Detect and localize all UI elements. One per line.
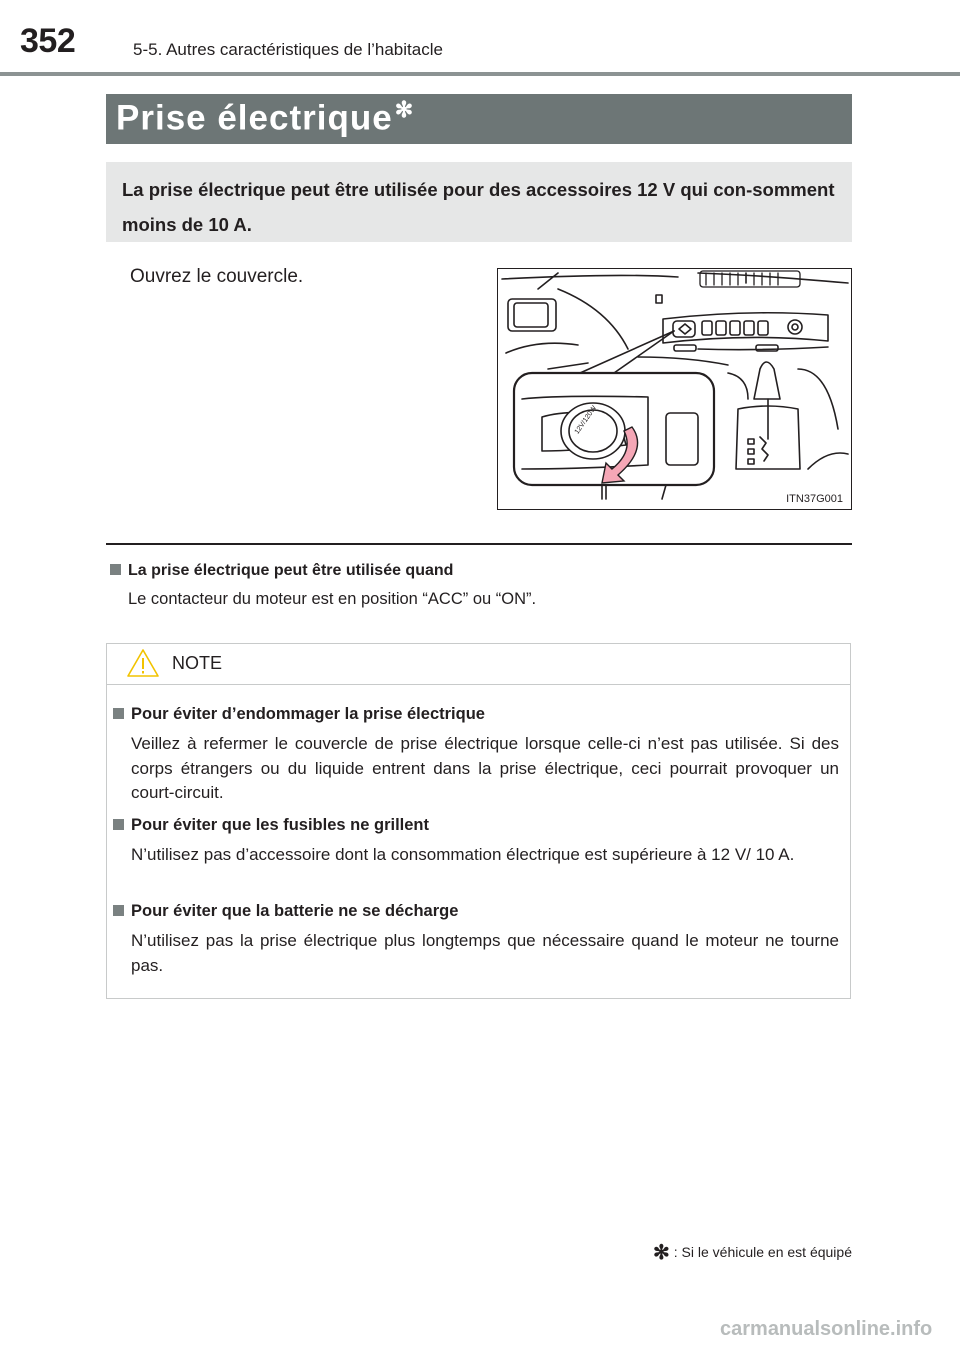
note-body-2: N’utilisez pas d’accessoire dont la consommation électrique est supérieure à 12 V/ 10 A. <box>131 845 795 864</box>
intro-text: La prise électrique peut être utilisée pour des accessoires 12 V qui con-somment moins de 10 A. <box>122 179 835 235</box>
header-divider <box>0 72 960 76</box>
note-heading-1 <box>113 705 485 724</box>
socket-cap-label: 12V/120W <box>573 404 599 436</box>
section-divider <box>106 543 852 545</box>
note-heading-1-text: Pour éviter d’endommager la prise électrique <box>131 705 485 723</box>
square-bullet-icon <box>110 564 121 575</box>
footnote-text: : Si le véhicule en est équipé <box>673 1244 852 1260</box>
square-bullet-icon <box>113 905 124 916</box>
usage-heading-text: La prise électrique peut être utilisée quand <box>128 562 454 579</box>
note-heading-2 <box>113 816 429 835</box>
page-title-text: Prise électrique <box>116 98 393 138</box>
page-title <box>116 97 414 139</box>
section-title: 5-5. Autres caractéristiques de l’habitacle <box>133 40 443 59</box>
power-outlet-illustration <box>497 268 852 510</box>
watermark: carmanualsonline.info <box>720 1318 933 1340</box>
footnote-marker: ✻ <box>653 1242 670 1264</box>
note-body-1: Veillez à refermer le couvercle de prise électrique lorsque celle-ci n’est pas utilisée. Si des corps étrangers ou du liquide entrent dans la prise électrique, ceci pourrait provoquer un court-circuit. <box>131 734 839 802</box>
square-bullet-icon <box>113 819 124 830</box>
note-title: NOTE <box>172 653 223 673</box>
step-instruction: Ouvrez le couvercle. <box>130 266 304 287</box>
usage-body: Le contacteur du moteur est en position “ACC” ou “ON”. <box>128 590 537 608</box>
dashboard-drawing <box>498 269 852 510</box>
page-number: 352 <box>20 22 76 60</box>
figure-code: ITN37G001 <box>786 493 843 505</box>
footnote <box>653 1238 852 1263</box>
note-heading-3 <box>113 902 458 921</box>
note-heading-2-text: Pour éviter que les fusibles ne grillent <box>131 816 429 834</box>
usage-heading <box>110 562 453 580</box>
note-divider <box>107 684 851 685</box>
warning-triangle-icon <box>126 648 160 678</box>
optional-marker: ✻ <box>394 97 415 122</box>
note-heading-3-text: Pour éviter que la batterie ne se décharge <box>131 902 459 920</box>
note-body-3: N’utilisez pas la prise électrique plus longtemps que nécessaire quand le moteur ne tourne pas. <box>131 931 839 975</box>
square-bullet-icon <box>113 708 124 719</box>
